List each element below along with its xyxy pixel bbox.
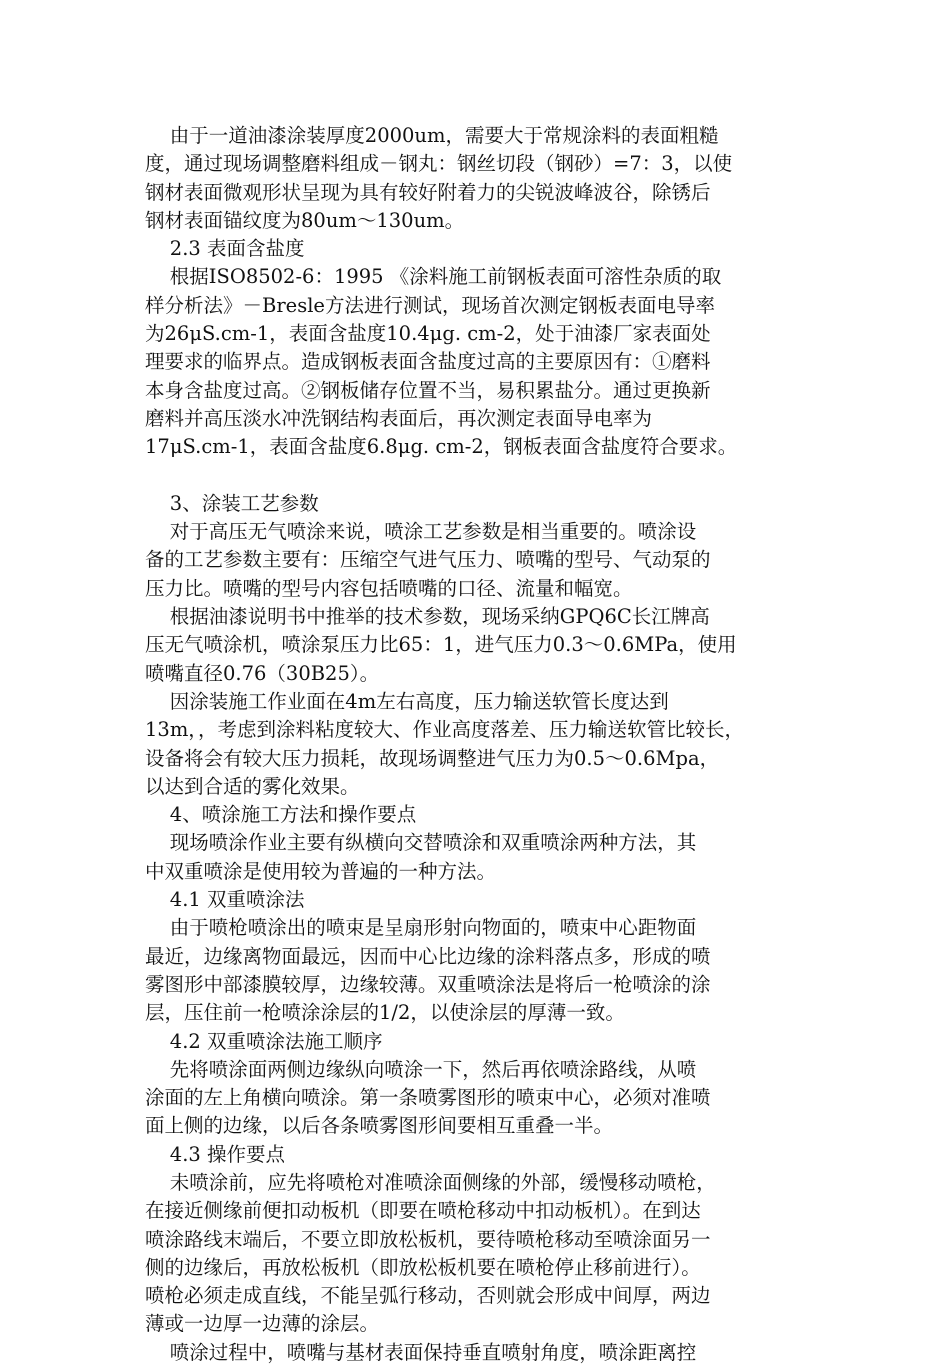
section-heading bbox=[145, 1141, 825, 1169]
paragraph bbox=[145, 914, 825, 1027]
text-line: 喷涂过程中，喷嘴与基材表面保持垂直喷射角度，喷涂距离控 bbox=[145, 1340, 697, 1364]
section-heading bbox=[145, 235, 825, 263]
section-heading bbox=[145, 801, 825, 829]
text-line: 由于一道油漆涂装厚度2000um，需要大于常规涂料的表面粗糙 bbox=[145, 124, 719, 147]
paragraph bbox=[145, 603, 825, 688]
text-line: 压力比。喷嘴的型号内容包括喷嘴的口径、流量和幅宽。 bbox=[145, 576, 633, 600]
text-line: 雾图形中部漆膜较厚，边缘较薄。双重喷涂法是将后一枪喷涂的涂 bbox=[145, 972, 711, 996]
text-line: 喷嘴直径0.76（30B25）。 bbox=[145, 661, 380, 685]
text-line: 侧的边缘后，再放松板机（即放松板机要在喷枪停止移前进行）。 bbox=[145, 1255, 701, 1279]
text-line: 在接近侧缘前便扣动板机（即要在喷枪移动中扣动板机）。在到达 bbox=[145, 1199, 701, 1223]
text-line: 理要求的临界点。造成钢板表面含盐度过高的主要原因有：①磨料 bbox=[145, 350, 711, 374]
text-line: 钢材表面微观形状呈现为具有较好附着力的尖锐波峰波谷，除锈后 bbox=[145, 180, 711, 204]
text-line: 由于喷枪喷涂出的喷束是呈扇形射向物面的，喷束中心距物面 bbox=[145, 916, 697, 940]
paragraph bbox=[145, 122, 825, 235]
section-heading bbox=[145, 490, 825, 518]
paragraph bbox=[145, 1056, 825, 1141]
paragraph bbox=[145, 829, 825, 886]
text-line: 因涂装施工作业面在4m左右高度，压力输送软管长度达到 bbox=[145, 689, 669, 713]
paragraph bbox=[145, 263, 825, 461]
text-line: 磨料并高压淡水冲洗钢结构表面后，再次测定表面导电率为 bbox=[145, 406, 653, 430]
text-line: 根据ISO8502-6：1995 《涂料施工前钢板表面可溶性杂质的取 bbox=[145, 265, 722, 289]
text-line: 17μS.cm-1，表面含盐度6.8μg. cm-2，钢板表面含盐度符合要求。 bbox=[145, 435, 738, 459]
text-line: 设备将会有较大压力损耗，故现场调整进气压力为0.5～0.6Mpa， bbox=[145, 746, 720, 770]
text-line: 先将喷涂面两侧边缘纵向喷涂一下，然后再依喷涂路线，从喷 bbox=[145, 1057, 697, 1081]
text-line: 中双重喷涂是使用较为普遍的一种方法。 bbox=[145, 859, 497, 883]
section-heading bbox=[145, 886, 825, 914]
paragraph bbox=[145, 518, 825, 603]
text-line: 涂面的左上角横向喷涂。第一条喷雾图形的喷束中心，必须对准喷 bbox=[145, 1086, 711, 1110]
text-line: 4.1 双重喷涂法 bbox=[145, 888, 305, 912]
text-line: 薄或一边厚一边薄的涂层。 bbox=[145, 1312, 380, 1336]
text-line: 钢材表面锚纹度为80um～130um。 bbox=[145, 208, 465, 232]
section-heading bbox=[145, 1028, 825, 1056]
text-line: 最近，边缘离物面最远，因而中心比边缘的涂料落点多，形成的喷 bbox=[145, 944, 711, 968]
text-line: 未喷涂前，应先将喷枪对准喷涂面侧缘的外部，缓慢移动喷枪， bbox=[145, 1170, 716, 1194]
text-line: 2.3 表面含盐度 bbox=[145, 237, 305, 261]
text-line: 度，通过现场调整磨料组成－钢丸：钢丝切段（钢砂）=7：3，以使 bbox=[145, 152, 733, 176]
paragraph bbox=[145, 688, 825, 801]
blank-line bbox=[145, 462, 825, 490]
text-line: 13m，，考虑到涂料粘度较大、作业高度落差、压力输送软管比较长， bbox=[145, 718, 745, 742]
text-line: 层，压住前一枪喷涂涂层的1/2，以使涂层的厚薄一致。 bbox=[145, 1001, 625, 1025]
paragraph bbox=[145, 1169, 825, 1339]
text-line: 4、喷涂施工方法和操作要点 bbox=[145, 803, 417, 827]
text-line: 以达到合适的雾化效果。 bbox=[145, 774, 360, 798]
text-line: 样分析法》－Bresle方法进行测试，现场首次测定钢板表面电导率 bbox=[145, 293, 715, 317]
text-line: 喷枪必须走成直线，不能呈弧行移动，否则就会形成中间厚，两边 bbox=[145, 1284, 711, 1308]
text-line: 根据油漆说明书中推举的技术参数，现场采纳GPQ6C长江牌高 bbox=[145, 605, 710, 629]
text-line: 4.3 操作要点 bbox=[145, 1142, 286, 1166]
text-line: 备的工艺参数主要有：压缩空气进气压力、喷嘴的型号、气动泵的 bbox=[145, 548, 711, 572]
text-line: 对于高压无气喷涂来说，喷涂工艺参数是相当重要的。喷涂设 bbox=[145, 520, 697, 544]
text-line: 压无气喷涂机，喷涂泵压力比65：1，进气压力0.3～0.6MPa，使用 bbox=[145, 633, 737, 657]
text-line: 3、涂装工艺参数 bbox=[145, 491, 319, 515]
text-line: 面上侧的边缘，以后各条喷雾图形间要相互重叠一半。 bbox=[145, 1114, 614, 1138]
text-line: 现场喷涂作业主要有纵横向交替喷涂和双重喷涂两种方法，其 bbox=[145, 831, 697, 855]
paragraph bbox=[145, 1339, 825, 1367]
text-line: 本身含盐度过高。②钢板储存位置不当，易积累盐分。通过更换新 bbox=[145, 378, 711, 402]
document-page bbox=[145, 122, 825, 1367]
text-line: 喷涂路线末端后，不要立即放松板机，要待喷枪移动至喷涂面另一 bbox=[145, 1227, 711, 1251]
text-line: 为26μS.cm-1，表面含盐度10.4μg. cm-2，处于油漆厂家表面处 bbox=[145, 322, 711, 346]
text-line: 4.2 双重喷涂法施工顺序 bbox=[145, 1029, 383, 1053]
